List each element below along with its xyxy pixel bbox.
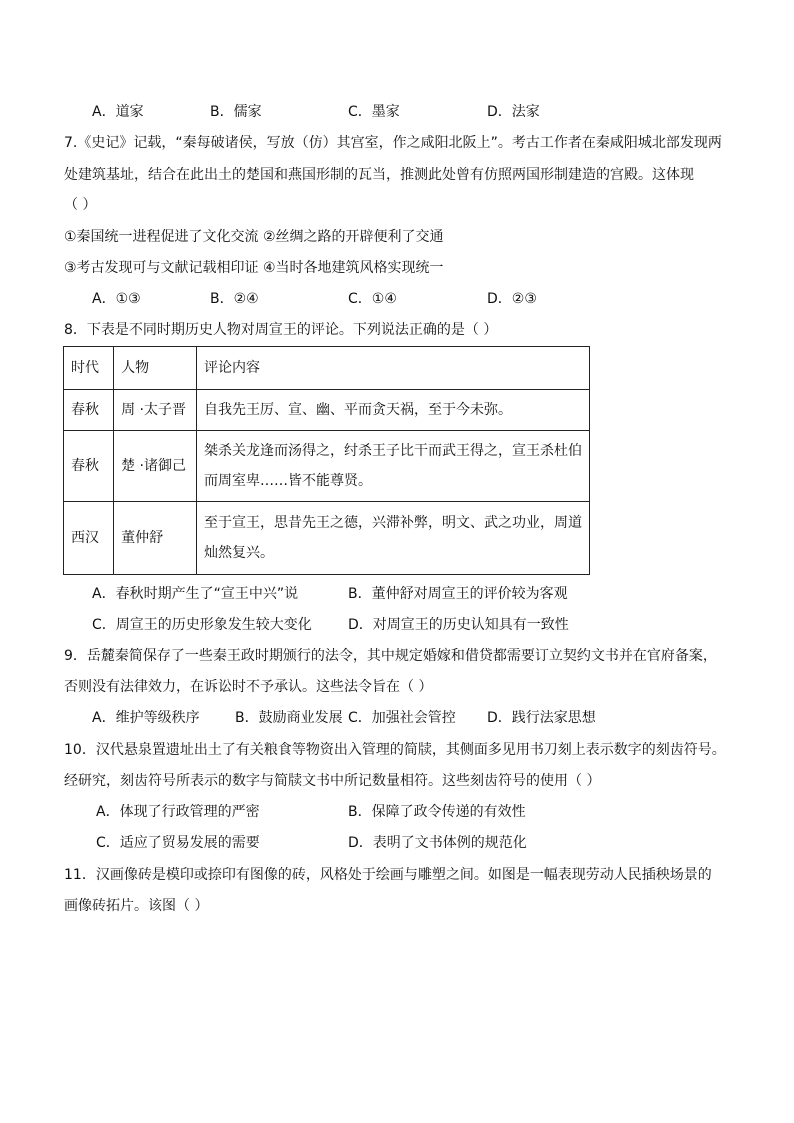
q11-stem-line-1: 11．汉画像砖是模印或捺印有图像的砖，风格处于绘画与雕塑之间。如图是一幅表现劳动人民插秧场景的 [64,867,712,883]
comment-line: 自我先王厉、宣、幽、平而贪天祸，至于今未弥。 [204,402,512,418]
q7-option-b: B．②④ [210,291,259,307]
q8-option-c: C．周宣王的历史形象发生较大变化 [92,617,312,633]
comment-line: 桀杀关龙逢而汤得之，纣杀王子比干而武王得之，宣王杀杜伯 [204,443,582,459]
q8-comment-table [63,346,590,575]
table-cell-comment [197,502,590,575]
q8-option-d: D．对周宣王的历史认知具有一致性 [348,617,569,633]
q10-stem-line-1: 10．汉代悬泉置遗址出土了有关粮食等物资出入管理的简牍，其侧面多见用书刀刻上表示数字的刻齿符号。 [64,742,726,758]
table-header-row [64,347,590,390]
table-cell-comment [197,431,590,502]
q6-option-a: A．道家 [92,104,144,120]
q6-option-d: D．法家 [487,104,540,120]
q9-stem-line-2: 否则没有法律效力，在诉讼时不予承认。这些法令旨在（ ） [64,679,433,695]
table-row [64,502,590,575]
q6-option-b: B．儒家 [210,104,262,120]
table-cell-person: 董仲舒 [114,502,197,575]
q7-item-line-2: ③考古发现可与文献记载相印证 ④当时各地建筑风格实现统一 [64,260,444,276]
q9-option-a: A．维护等级秩序 [92,710,200,726]
q8-stem: 8．下表是不同时期历史人物对周宣王的评论。下列说法正确的是（ ） [64,322,498,338]
q11-stem-line-2: 画像砖拓片。该图（ ） [64,898,209,914]
table-cell-era: 春秋 [64,431,114,502]
q6-option-c: C．墨家 [348,104,400,120]
q10-option-b: B．保障了政令传递的有效性 [348,804,526,820]
q7-option-a: A．①③ [92,291,141,307]
table-header-comment: 评论内容 [197,347,590,390]
table-cell-person: 周 ·太子晋 [114,390,197,431]
table-row [64,431,590,502]
table-row [64,390,590,431]
q10-option-a: A．体现了行政管理的严密 [96,804,260,820]
q10-stem-line-2: 经研究，刻齿符号所表示的数字与简牍文书中所记数量相符。这些刻齿符号的使用（ ） [64,773,601,789]
q9-stem-line-1: 9．岳麓秦简保存了一些秦王政时期颁行的法令，其中规定婚嫁和借贷都需要订立契约文书并在官府备案， [64,648,717,664]
q10-option-c: C．适应了贸易发展的需要 [96,835,260,851]
comment-line: 灿然复兴。 [204,545,274,561]
q7-stem-line-2: 处建筑基址，结合在此出土的楚国和燕国形制的瓦当，推测此处曾有仿照两国形制建造的宫殿。这体现 [64,167,694,183]
q9-option-c: C．加强社会管控 [348,710,456,726]
q9-option-d: D．践行法家思想 [487,710,596,726]
table-cell-person: 楚 ·诸御己 [114,431,197,502]
table-cell-era: 春秋 [64,390,114,431]
q7-item-line-1: ①秦国统一进程促进了文化交流 ②丝绸之路的开辟便利了交通 [64,229,444,245]
q8-option-b: B．董仲舒对周宣王的评价较为客观 [348,586,568,602]
table-cell-comment [197,390,590,431]
q10-option-d: D．表明了文书体例的规范化 [348,835,527,851]
q7-stem-line-3: （ ） [64,197,97,213]
table-header-era: 时代 [64,347,114,390]
q7-stem-line-1: 7.《史记》记载，“秦每破诸侯，写放（仿）其宫室，作之咸阳北阪上”。考古工作者在秦咸阳城北部发现两 [64,135,722,151]
table-header-person: 人物 [114,347,197,390]
comment-line: 至于宣王，思昔先王之德，兴滞补弊，明文、武之功业，周道 [204,515,582,531]
q9-option-b: B．鼓励商业发展 [235,710,343,726]
q7-option-c: C．①④ [348,291,397,307]
comment-line: 而周室卑……皆不能尊贤。 [204,473,372,489]
q8-option-a: A．春秋时期产生了“宣王中兴”说 [92,586,299,602]
table-cell-era: 西汉 [64,502,114,575]
q7-option-d: D．②③ [487,291,537,307]
